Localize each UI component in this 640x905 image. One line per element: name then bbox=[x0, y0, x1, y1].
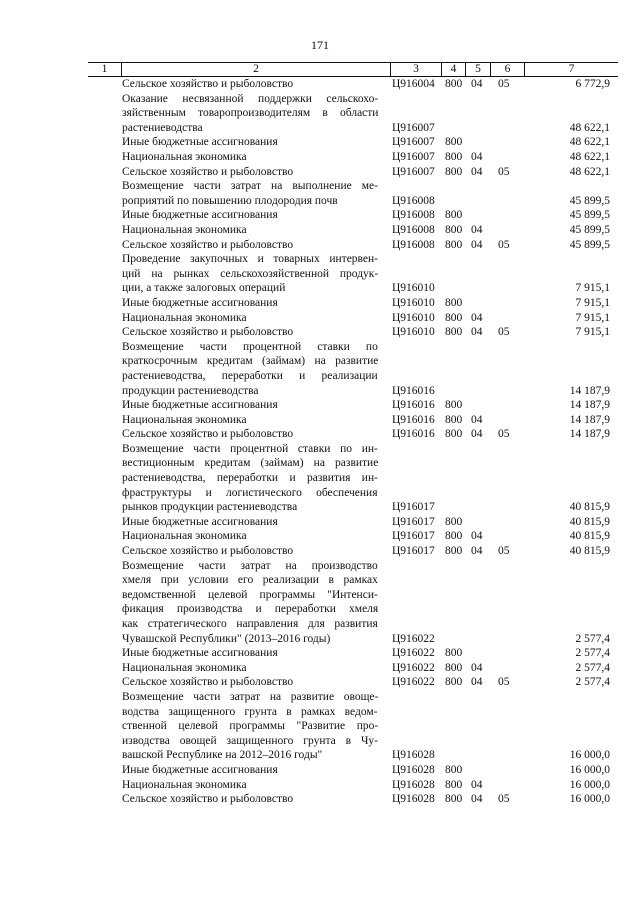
row-name bbox=[122, 325, 378, 340]
table-header bbox=[88, 62, 618, 77]
table-row bbox=[88, 413, 618, 428]
row-rz: 04 bbox=[471, 223, 483, 236]
row-vr: 800 bbox=[445, 764, 463, 777]
row-sum: 2 577,4 bbox=[575, 647, 610, 660]
row-name bbox=[122, 179, 378, 208]
row-vr: 800 bbox=[445, 165, 463, 178]
table-row bbox=[88, 646, 618, 661]
row-vr: 800 bbox=[445, 793, 463, 806]
row-sum: 7 915,1 bbox=[575, 311, 610, 324]
row-name-line: растениеводства, переработки и реализации bbox=[122, 369, 378, 382]
row-code: Ц916016 bbox=[392, 428, 435, 441]
table-row bbox=[88, 515, 618, 530]
row-rz: 04 bbox=[471, 311, 483, 324]
row-code: Ц916022 bbox=[392, 661, 435, 674]
row-name-line: Иные бюджетные ассигнования bbox=[122, 515, 278, 528]
table-row bbox=[88, 661, 618, 676]
row-vr: 800 bbox=[445, 150, 463, 163]
row-sum: 14 187,9 bbox=[569, 428, 610, 441]
row-code: Ц916010 bbox=[392, 282, 435, 295]
table-row bbox=[88, 135, 618, 150]
row-name-line: вашской Республике на 2012–2016 годы" bbox=[122, 749, 323, 762]
table-row bbox=[88, 92, 618, 136]
table-row bbox=[88, 165, 618, 180]
row-sum: 45 899,5 bbox=[569, 209, 610, 222]
table-row bbox=[88, 427, 618, 442]
table-row bbox=[88, 340, 618, 398]
row-vr: 800 bbox=[445, 647, 463, 660]
row-name-line: рынков продукции растениеводства bbox=[122, 501, 298, 514]
row-name bbox=[122, 311, 378, 326]
row-name-line: фикация производства и переработки хмеля bbox=[122, 603, 379, 616]
row-sum: 16 000,0 bbox=[569, 793, 610, 806]
row-pr: 05 bbox=[498, 78, 510, 90]
row-name bbox=[122, 646, 378, 661]
row-name-line: водства защищенного грунта в рамках ведом- bbox=[122, 705, 378, 718]
row-name-line: Национальная экономика bbox=[122, 661, 247, 674]
row-name-line: продукции растениеводства bbox=[122, 384, 259, 397]
row-name bbox=[122, 763, 378, 778]
row-name-line: Сельское хозяйство и рыболовство bbox=[122, 676, 294, 689]
row-name-line: Иные бюджетные ассигнования bbox=[122, 647, 278, 660]
table-row bbox=[88, 529, 618, 544]
row-name-line: зяйственным товаропроизводителям в области bbox=[122, 107, 379, 120]
row-vr: 800 bbox=[445, 136, 463, 149]
row-pr: 05 bbox=[498, 165, 510, 178]
row-code: Ц916017 bbox=[392, 515, 435, 528]
row-sum: 14 187,9 bbox=[569, 413, 610, 426]
row-sum: 14 187,9 bbox=[569, 399, 610, 412]
table-row bbox=[88, 223, 618, 238]
table-row bbox=[88, 179, 618, 208]
row-code: Ц916010 bbox=[392, 296, 435, 309]
row-rz: 04 bbox=[471, 661, 483, 674]
row-name-line: Оказание несвязанной поддержки сельскохо- bbox=[122, 92, 379, 105]
row-sum: 40 815,9 bbox=[569, 501, 610, 514]
row-rz: 04 bbox=[471, 413, 483, 426]
table-row bbox=[88, 77, 618, 92]
row-code: Ц916007 bbox=[392, 165, 435, 178]
row-vr: 800 bbox=[445, 223, 463, 236]
row-name-line: Национальная экономика bbox=[122, 778, 247, 791]
row-name-line: Сельское хозяйство и рыболовство bbox=[122, 326, 294, 339]
table-row bbox=[88, 325, 618, 340]
table-row bbox=[88, 208, 618, 223]
row-rz: 04 bbox=[471, 793, 483, 806]
table-row bbox=[88, 778, 618, 793]
row-vr: 800 bbox=[445, 428, 463, 441]
row-rz: 04 bbox=[471, 428, 483, 441]
row-name-line: Сельское хозяйство и рыболовство bbox=[122, 165, 294, 178]
row-code: Ц916004 bbox=[392, 78, 435, 90]
row-pr: 05 bbox=[498, 326, 510, 339]
row-code: Ц916022 bbox=[392, 647, 435, 660]
row-code: Ц916008 bbox=[392, 238, 435, 251]
table-row bbox=[88, 252, 618, 296]
row-vr: 800 bbox=[445, 399, 463, 412]
table-row bbox=[88, 442, 618, 515]
row-sum: 45 899,5 bbox=[569, 238, 610, 251]
table-row bbox=[88, 559, 618, 647]
row-pr: 05 bbox=[498, 793, 510, 806]
table-row bbox=[88, 150, 618, 165]
table-row bbox=[88, 763, 618, 778]
row-code: Ц916008 bbox=[392, 209, 435, 222]
row-vr: 800 bbox=[445, 778, 463, 791]
row-name bbox=[122, 413, 378, 428]
row-sum: 48 622,1 bbox=[569, 121, 610, 134]
row-sum: 2 577,4 bbox=[575, 661, 610, 674]
row-name bbox=[122, 238, 378, 253]
row-code: Ц916016 bbox=[392, 413, 435, 426]
row-sum: 16 000,0 bbox=[569, 764, 610, 777]
row-sum: 48 622,1 bbox=[569, 136, 610, 149]
row-name-line: Сельское хозяйство и рыболовство bbox=[122, 793, 294, 806]
row-sum: 45 899,5 bbox=[569, 223, 610, 236]
row-name bbox=[122, 529, 378, 544]
row-name-line: Возмещение части затрат на развитие овоще- bbox=[122, 691, 379, 704]
row-pr: 05 bbox=[498, 676, 510, 689]
table-row bbox=[88, 544, 618, 559]
row-vr: 800 bbox=[445, 545, 463, 558]
row-name bbox=[122, 515, 378, 530]
row-pr: 05 bbox=[498, 238, 510, 251]
row-name-line: фраструктуры и логистического обеспечения bbox=[122, 486, 378, 499]
row-name-line: Иные бюджетные ассигнования bbox=[122, 296, 278, 309]
row-rz: 04 bbox=[471, 530, 483, 543]
row-name-line: Иные бюджетные ассигнования bbox=[122, 764, 278, 777]
row-code: Ц916017 bbox=[392, 545, 435, 558]
row-sum: 48 622,1 bbox=[569, 165, 610, 178]
table-row bbox=[88, 792, 618, 807]
row-rz: 04 bbox=[471, 545, 483, 558]
row-sum: 2 577,4 bbox=[575, 676, 610, 689]
row-name-line: ций на рынках сельскохозяйственной продук- bbox=[122, 267, 379, 280]
row-code: Ц916007 bbox=[392, 121, 435, 134]
row-name-line: Национальная экономика bbox=[122, 530, 247, 543]
row-name-line: Иные бюджетные ассигнования bbox=[122, 399, 278, 412]
row-sum: 7 915,1 bbox=[575, 282, 610, 295]
column-header-3: 3 bbox=[390, 63, 441, 76]
row-code: Ц916028 bbox=[392, 749, 435, 762]
row-name-line: Иные бюджетные ассигнования bbox=[122, 136, 278, 149]
row-name bbox=[122, 135, 378, 150]
row-code: Ц916008 bbox=[392, 223, 435, 236]
row-sum: 40 815,9 bbox=[569, 515, 610, 528]
column-header-1: 1 bbox=[101, 63, 108, 75]
row-name bbox=[122, 792, 378, 807]
row-vr: 800 bbox=[445, 238, 463, 251]
row-rz: 04 bbox=[471, 326, 483, 339]
column-header-5: 5 bbox=[465, 63, 490, 76]
row-code: Ц916016 bbox=[392, 384, 435, 397]
row-name-line: Сельское хозяйство и рыболовство bbox=[122, 238, 294, 251]
row-name-line: Национальная экономика bbox=[122, 150, 247, 163]
row-name bbox=[122, 296, 378, 311]
row-rz: 04 bbox=[471, 238, 483, 251]
row-name bbox=[122, 252, 378, 296]
table-row bbox=[88, 690, 618, 763]
row-code: Ц916022 bbox=[392, 632, 435, 645]
row-code: Ц916016 bbox=[392, 399, 435, 412]
row-name-line: Возмещение части процентной ставки по bbox=[122, 340, 378, 353]
row-rz: 04 bbox=[471, 676, 483, 689]
row-name-line: ведомственной целевой программы "Интенси- bbox=[122, 588, 378, 601]
row-name-line: растениеводства bbox=[122, 121, 203, 134]
row-name-line: вестиционным кредитам (займам) на развитие bbox=[122, 457, 379, 470]
row-name-line: Иные бюджетные ассигнования bbox=[122, 209, 278, 222]
row-name-line: растениеводства, переработки и развития ин- bbox=[122, 472, 378, 485]
row-name bbox=[122, 544, 378, 559]
row-sum: 6 772,9 bbox=[575, 78, 610, 90]
row-name bbox=[122, 77, 378, 92]
row-code: Ц916007 bbox=[392, 150, 435, 163]
row-name-line: Сельское хозяйство и рыболовство bbox=[122, 428, 294, 441]
row-rz: 04 bbox=[471, 150, 483, 163]
row-code: Ц916007 bbox=[392, 136, 435, 149]
row-name-line: Национальная экономика bbox=[122, 413, 247, 426]
row-sum: 16 000,0 bbox=[569, 778, 610, 791]
table-row bbox=[88, 296, 618, 311]
row-name-line: Национальная экономика bbox=[122, 311, 247, 324]
row-name-line: краткосрочным кредитам (займам) на развитие bbox=[122, 355, 379, 368]
row-vr: 800 bbox=[445, 78, 463, 90]
row-name bbox=[122, 340, 378, 398]
table-row bbox=[88, 238, 618, 253]
row-name-line: роприятий по повышению плодородия почв bbox=[122, 194, 338, 207]
row-vr: 800 bbox=[445, 326, 463, 339]
row-vr: 800 bbox=[445, 676, 463, 689]
row-sum: 45 899,5 bbox=[569, 194, 610, 207]
column-header-4: 4 bbox=[441, 63, 465, 76]
row-name-line: Национальная экономика bbox=[122, 223, 247, 236]
row-sum: 7 915,1 bbox=[575, 296, 610, 309]
row-name bbox=[122, 92, 378, 136]
page-number: 171 bbox=[311, 38, 329, 52]
row-name bbox=[122, 208, 378, 223]
row-name bbox=[122, 223, 378, 238]
row-name-line: хмеля при условии его реализации в рамках bbox=[122, 574, 378, 587]
row-name bbox=[122, 150, 378, 165]
column-header-6: 6 bbox=[490, 63, 524, 76]
row-vr: 800 bbox=[445, 515, 463, 528]
row-pr: 05 bbox=[498, 545, 510, 558]
row-sum: 40 815,9 bbox=[569, 530, 610, 543]
row-code: Ц916028 bbox=[392, 778, 435, 791]
row-name-line: Возмещение части затрат на выполнение ме- bbox=[122, 180, 378, 193]
row-code: Ц916028 bbox=[392, 764, 435, 777]
row-name-line: ции, а также залоговых операций bbox=[122, 282, 286, 295]
row-code: Ц916022 bbox=[392, 676, 435, 689]
row-name-line: Возмещение части процентной ставки по ин- bbox=[122, 442, 378, 455]
row-name bbox=[122, 559, 378, 647]
row-name-line: Проведение закупочных и товарных интервен- bbox=[122, 253, 379, 266]
row-name-line: Возмещение части затрат на производство bbox=[122, 559, 378, 572]
table-body bbox=[88, 77, 618, 807]
row-name-line: Сельское хозяйство и рыболовство bbox=[122, 545, 294, 558]
row-code: Ц916008 bbox=[392, 194, 435, 207]
row-vr: 800 bbox=[445, 530, 463, 543]
row-sum: 2 577,4 bbox=[575, 632, 610, 645]
row-code: Ц916017 bbox=[392, 501, 435, 514]
row-name bbox=[122, 661, 378, 676]
row-code: Ц916017 bbox=[392, 530, 435, 543]
column-header-7: 7 bbox=[524, 63, 618, 76]
row-name bbox=[122, 398, 378, 413]
row-name-line: Сельское хозяйство и рыболовство bbox=[122, 78, 294, 90]
row-name bbox=[122, 778, 378, 793]
table-row bbox=[88, 398, 618, 413]
row-name bbox=[122, 690, 378, 763]
row-name bbox=[122, 427, 378, 442]
row-rz: 04 bbox=[471, 165, 483, 178]
row-vr: 800 bbox=[445, 209, 463, 222]
row-name-line: Чувашской Республики" (2013–2016 годы) bbox=[122, 632, 331, 645]
row-vr: 800 bbox=[445, 661, 463, 674]
row-code: Ц916028 bbox=[392, 793, 435, 806]
row-name bbox=[122, 165, 378, 180]
row-name bbox=[122, 442, 378, 515]
row-code: Ц916010 bbox=[392, 326, 435, 339]
table-row bbox=[88, 311, 618, 326]
row-sum: 48 622,1 bbox=[569, 150, 610, 163]
row-name bbox=[122, 675, 378, 690]
row-code: Ц916010 bbox=[392, 311, 435, 324]
column-header-2: 2 bbox=[121, 63, 390, 76]
row-rz: 04 bbox=[471, 778, 483, 791]
row-vr: 800 bbox=[445, 413, 463, 426]
row-name-line: как стратегического направления для развития bbox=[122, 618, 378, 631]
row-sum: 40 815,9 bbox=[569, 545, 610, 558]
row-name-line: ственной целевой программы "Развитие про- bbox=[122, 720, 379, 733]
row-sum: 16 000,0 bbox=[569, 749, 610, 762]
row-sum: 14 187,9 bbox=[569, 384, 610, 397]
row-name-line: изводства овощей защищенного грунта в Чу- bbox=[122, 734, 378, 747]
row-vr: 800 bbox=[445, 311, 463, 324]
table-row bbox=[88, 675, 618, 690]
row-vr: 800 bbox=[445, 296, 463, 309]
row-rz: 04 bbox=[471, 78, 483, 90]
row-pr: 05 bbox=[498, 428, 510, 441]
row-sum: 7 915,1 bbox=[575, 326, 610, 339]
